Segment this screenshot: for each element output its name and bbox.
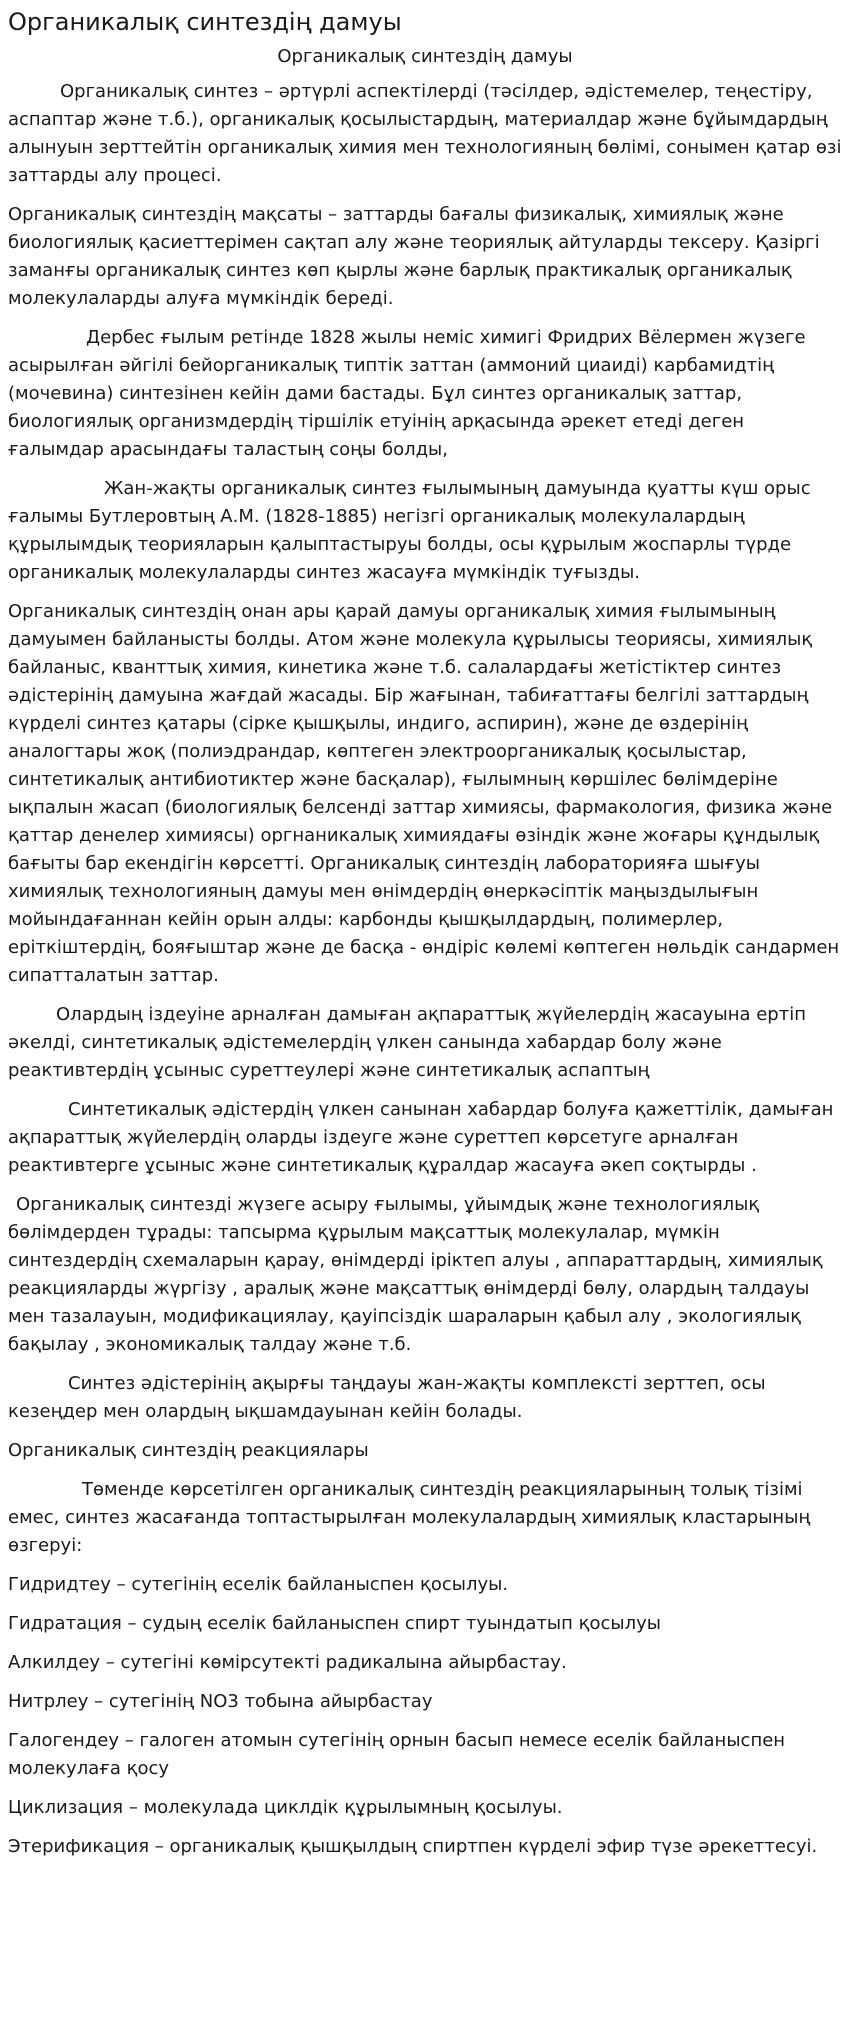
document-subtitle: Органикалық синтездің дамуы [277,46,573,67]
paragraph-synthetic-methods: Синтетикалық әдістердің үлкен санынан хабардар болуға қажеттілік, дамыған ақпараттық жүйелердің оларды іздеуге және суреттеп көрсетуге арналған реактивтерге ұсыныс және синтетикалық құралдар жасауға әкеп соқтырды . [8,1099,834,1176]
reaction-halogenation: Галогендеу – галоген атомын сутегінің орнын басып немесе еселік байланыспен молекулаға қосу [8,1730,786,1779]
paragraph-reactions-intro: Төменде көрсетілген органикалық синтездің реакцияларының толық тізімі емес, синтез жасағанда топтастырылған молекулалардың химиялық кластарының өзгеруі: [8,1479,811,1556]
paragraph-information-systems: Олардың іздеуіне арналған дамыған ақпараттық жүйелердің жасауына ертіп әкелді, синтетикалық әдістемелердің үлкен санында хабардар болу және реактивтердің ұсыныс суреттеулері және синтетикалық аспаптың [8,1004,806,1081]
document-page [0,8,847,1861]
paragraph-history-wohler: Дербес ғылым ретінде 1828 жылы неміс химигі Фридрих Вёлермен жүзеге асырылған әйгілі бейорганикалық типтік заттан (аммоний циаиді) карбамидтің (мочевина) синтезінен кейін дами бастады. Бұл синтез органикалық заттар, биологиялық организмдердің тіршілік етуінің арқасында әрекет етеді деген ғалымдар арасындағы таластың соңы болды, [8,327,806,460]
paragraph-organization: Органикалық синтезді жүзеге асыру ғылымы, ұйымдық және технологиялық бөлімдерден тұрады: тапсырма құрылым мақсаттық молекулалар, мүмкін синтездердің схемаларын қарау, өнімдерді іріктеп алуы , аппараттардың, химиялық реакцияларды жүргізу , аралық және мақсаттық өнімдерді бөлу, олардың талдауы мен тазалауын, модификациялау, қауіпсіздік шараларын қабыл алу , экологиялық бақылау , экономикалық талдау және т.б. [8,1194,823,1355]
paragraph-definition: Органикалық синтез – әртүрлі аспектілерді (тәсілдер, әдістемелер, теңестіру, аспаптар және т.б.), органикалық қосылыстардың, материалдар және бұйымдардың алынуын зерттейтін органикалық химия мен технологияның бөлімі, сонымен қатар өзі заттарды алу процесі. [8,81,842,186]
paragraph-purpose: Органикалық синтездің мақсаты – заттарды бағалы физикалық, химиялық және биологиялық қасиеттерімен сақтап алу және теориялық айтуларды тексеру. Қазіргі заманғы органикалық синтез көп қырлы және барлық практикалық органикалық молекулаларды алуға мүмкіндік береді. [8,204,820,309]
reaction-hydrogenation: Гидридтеу – сутегінің еселік байланыспен қосылуы. [8,1574,509,1595]
paragraph-history-butlerov: Жан-жақты органикалық синтез ғылымының дамуында қуатты күш орыс ғалымы Бутлеровтың А.М. (1828-1885) негізгі органикалық молекулалардың құрылымдық теорияларын қалыптастыруы болды, осы құрылым жоспарлы түрде органикалық молекулаларды синтез жасауға мүмкіндік туғызды. [8,478,811,583]
paragraph-development: Органикалық синтездің онан ары қарай дамуы органикалық химия ғылымының дамуымен байланысты болды. Атом және молекула құрылысы теориясы, химиялық байланыс, кванттық химия, кинетика және т.б. салалардағы жетістіктер синтез әдістерінің дамуына жағдай жасады. Бір жағынан, табиғаттағы белгілі заттардың күрделі синтез қатары (сірке қышқылы, индиго, аспирин), және де өздерінің аналогтары жоқ (полиэдрандар, көптеген электроорганикалық қосылыстар, синтетикалық антибиотиктер және басқалар), ғылымның көршілес бөлімдеріне ықпалын жасап (биологиялық белсенді заттар химиясы, фармакология, физика және қаттар денелер химиясы) оргнаникалық химиядағы өзіндік және жоғары құндылық бағыты бар екендігін көрсетті. Органикалық синтездің лабораторияға шығуы химиялық технологияның дамуы мен өнімдердің өнеркәсіптік маңыздылығын мойындағаннан кейін орын алды: карбонды қышқылдардың, полимерлер, еріткіштердің, бояғыштар және де басқа - өндіріс көлемі көптеген нөльдік сандармен сипатталатын заттар. [8,601,840,986]
reaction-esterification: Этерификация – органикалық қышқылдың спиртпен күрделі эфир түзе әрекеттесуі. [8,1836,818,1857]
reaction-alkylation: Алкилдеу – сутегіні көмірсутекті радикалына айырбастау. [8,1652,567,1673]
paragraph-final-choice: Синтез әдістерінің ақырғы таңдауы жан-жақты комплексті зерттеп, осы кезеңдер мен олардың ықшамдауынан кейін болады. [8,1373,766,1422]
page-title: Органикалық синтездің дамуы [8,8,402,36]
reaction-cyclization: Циклизация – молекулада циклдік құрылымның қосылуы. [8,1797,563,1818]
reaction-nitration: Нитрлеу – сутегінің NO3 тобына айырбастау [8,1691,433,1712]
reaction-hydration: Гидратация – судың еселік байланыспен спирт туындатып қосылуы [8,1613,661,1634]
section-heading-reactions: Органикалық синтездің реакциялары [8,1440,369,1461]
